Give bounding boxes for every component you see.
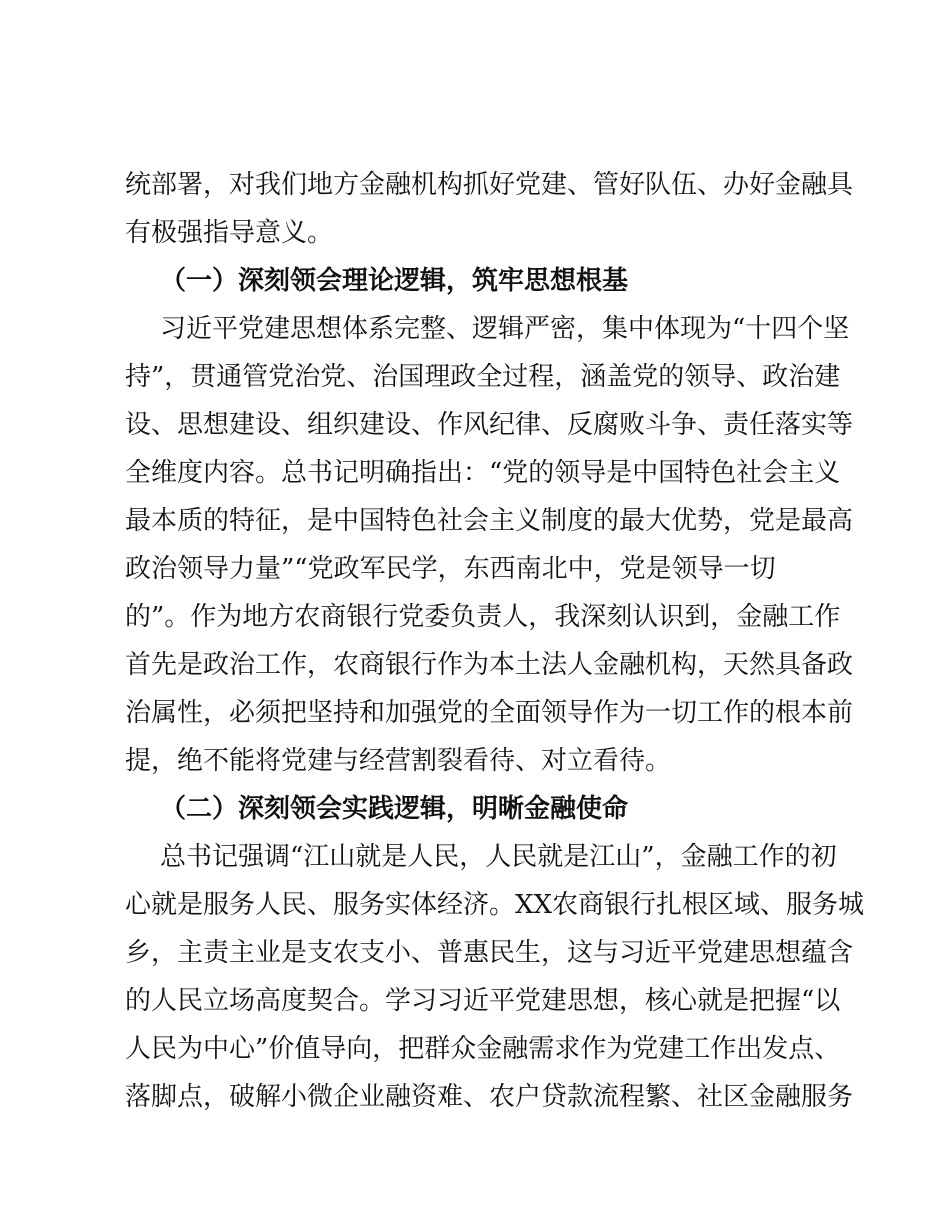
- body-text-line: 人民为中心”价值导向，把群众金融需求作为党建工作出发点、: [125, 1034, 841, 1064]
- body-text-line: 有极强指导意义。: [125, 218, 334, 248]
- body-text-line: 落脚点，破解小微企业融资难、农户贷款流程繁、社区金融服务: [125, 1082, 854, 1112]
- body-text-line: 统部署，对我们地方金融机构抓好党建、管好队伍、办好金融具: [125, 170, 854, 200]
- body-text-line: 治属性，必须把坚持和加强党的全面领导作为一切工作的根本前: [125, 698, 854, 728]
- body-text-line: 首先是政治工作，农商银行作为本土法人金融机构，天然具备政: [125, 650, 854, 680]
- body-text-line: 习近平党建思想体系完整、逻辑严密，集中体现为“十四个坚: [160, 314, 850, 344]
- body-text-line: 全维度内容。总书记明确指出：“党的领导是中国特色社会主义: [125, 458, 841, 488]
- body-text-line: 乡，主责主业是支农支小、普惠民生，这与习近平党建思想蕴含: [125, 938, 854, 968]
- section-heading: （一）深刻领会理论逻辑，筑牢思想根基: [160, 266, 629, 296]
- body-text-line: 提，绝不能将党建与经营割裂看待、对立看待。: [125, 746, 672, 776]
- body-text-line: 持”，贯通管党治党、治国理政全过程，涵盖党的领导、政治建: [125, 362, 841, 392]
- body-text-line: 的人民立场高度契合。学习习近平党建思想，核心就是把握“以: [125, 986, 841, 1016]
- body-text-line: 总书记强调“江山就是人民，人民就是江山”，金融工作的初: [160, 842, 837, 872]
- body-text-line: 政治领导力量”“党政军民学，东西南北中，党是领导一切: [125, 554, 776, 584]
- body-text-line: 设、思想建设、组织建设、作风纪律、反腐败斗争、责任落实等: [125, 410, 854, 440]
- body-text-line: 心就是服务人民、服务实体经济。XX农商银行扎根区域、服务城: [125, 890, 865, 920]
- body-text-line: 最本质的特征，是中国特色社会主义制度的最大优势，党是最高: [125, 506, 854, 536]
- section-heading: （二）深刻领会实践逻辑，明晰金融使命: [160, 794, 629, 824]
- body-text-line: 的”。作为地方农商银行党委负责人，我深刻认识到，金融工作: [125, 602, 841, 632]
